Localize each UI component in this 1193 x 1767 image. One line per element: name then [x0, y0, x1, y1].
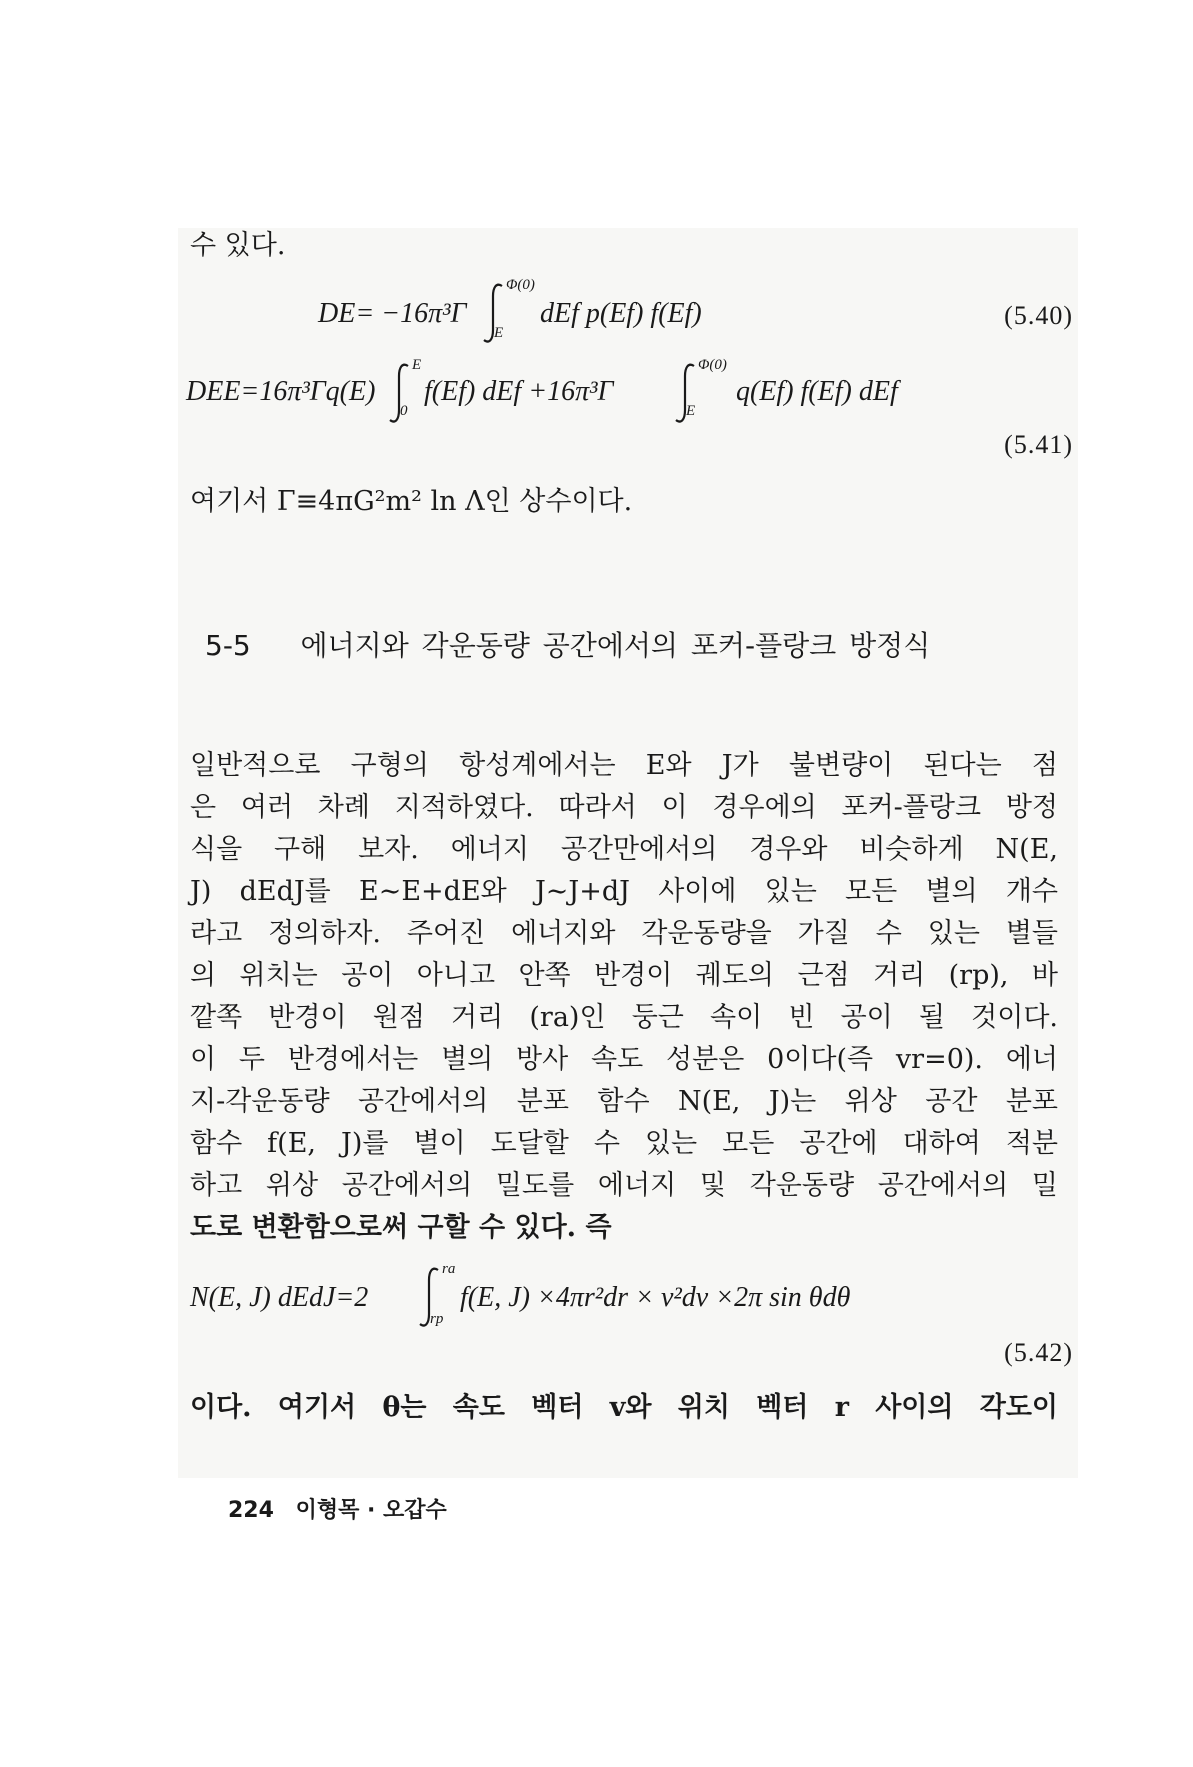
paragraph-line: 의 위치는 공이 아니고 안쪽 반경이 궤도의 근점 거리 (rp), 바	[190, 960, 1058, 991]
eq542-number: (5.42)	[1004, 1338, 1073, 1367]
eq542-lhs: N(E, J) dEdJ=2	[190, 1282, 369, 1313]
paragraph-line: 이 두 반경에서는 별의 방사 속도 성분은 0이다(즉 vr=0). 에너	[190, 1044, 1058, 1075]
eq541-int1-lower: 0	[400, 403, 408, 419]
section-title: 에너지와 각운동량 공간에서의 포커-플랑크 방정식	[300, 629, 931, 662]
eq540-upper-limit: Φ(0)	[506, 277, 535, 293]
paragraph-line: 일반적으로 구형의 항성계에서는 E와 J가 불변량이 된다는 점	[190, 750, 1058, 781]
eq541-lhs: DEE=16π³Γq(E)	[186, 376, 376, 407]
paragraph-line: 하고 위상 공간에서의 밀도를 에너지 및 각운동량 공간에서의 밀	[190, 1170, 1058, 1201]
paragraph-line: 은 여러 차례 지적하였다. 따라서 이 경우에의 포커-플랑크 방정	[190, 792, 1058, 823]
eq540-lhs: DE= −16π³Γ	[318, 298, 467, 329]
eq540-lower-limit: E	[494, 325, 504, 341]
paragraph-line: 지-각운동량 공간에서의 분포 함수 N(E, J)는 위상 공간 분포	[190, 1086, 1058, 1117]
eq542-integrand: f(E, J) ×4πr²dr × v²dv ×2π sin θdθ	[460, 1282, 851, 1313]
section-number: 5-5	[205, 629, 251, 662]
footer-authors: 이형목 · 오갑수	[295, 1498, 447, 1523]
eq541-number: (5.41)	[1004, 430, 1073, 459]
eq541-int2-upper: Φ(0)	[698, 357, 727, 373]
paragraph-line: 도로 변환함으로써 구할 수 있다. 즉	[190, 1212, 612, 1243]
page-number: 224	[228, 1498, 274, 1523]
paragraph-line: 함수 f(E, J)를 별이 도달할 수 있는 모든 공간에 대하여 적분	[190, 1128, 1058, 1159]
eq540-integrand: dEf p(Ef) f(Ef)	[540, 298, 702, 329]
closing-text: 이다. 여기서 θ는 속도 벡터 v와 위치 벡터 r 사이의 각도이	[190, 1392, 1058, 1423]
definition-text: 여기서 Γ≡4πG²m² ln Λ인 상수이다.	[190, 486, 633, 517]
eq541-int2-lower: E	[686, 403, 696, 419]
eq541-int1-upper: E	[412, 357, 422, 373]
paragraph-line: J) dEdJ를 E∼E+dE와 J∼J+dJ 사이에 있는 모든 별의 개수	[190, 876, 1058, 907]
eq542-upper-limit: ra	[442, 1261, 456, 1277]
paragraph-line: 깥쪽 반경이 원점 거리 (ra)인 둥근 속이 빈 공이 될 것이다.	[190, 1002, 1058, 1033]
eq540-number: (5.40)	[1004, 301, 1073, 330]
eq541-int1-integrand: f(Ef) dEf +16π³Γ	[424, 376, 614, 407]
paragraph-line: 라고 정의하자. 주어진 에너지와 각운동량을 가질 수 있는 별들	[190, 918, 1058, 949]
eq541-int2-integrand: q(Ef) f(Ef) dEf	[736, 376, 898, 407]
eq542-lower-limit: rp	[430, 1311, 444, 1327]
paragraph-line: 식을 구해 보자. 에너지 공간만에서의 경우와 비슷하게 N(E,	[190, 834, 1058, 865]
section-heading	[205, 629, 931, 662]
page-footer	[228, 1500, 447, 1522]
intro-text: 수 있다.	[190, 230, 286, 261]
